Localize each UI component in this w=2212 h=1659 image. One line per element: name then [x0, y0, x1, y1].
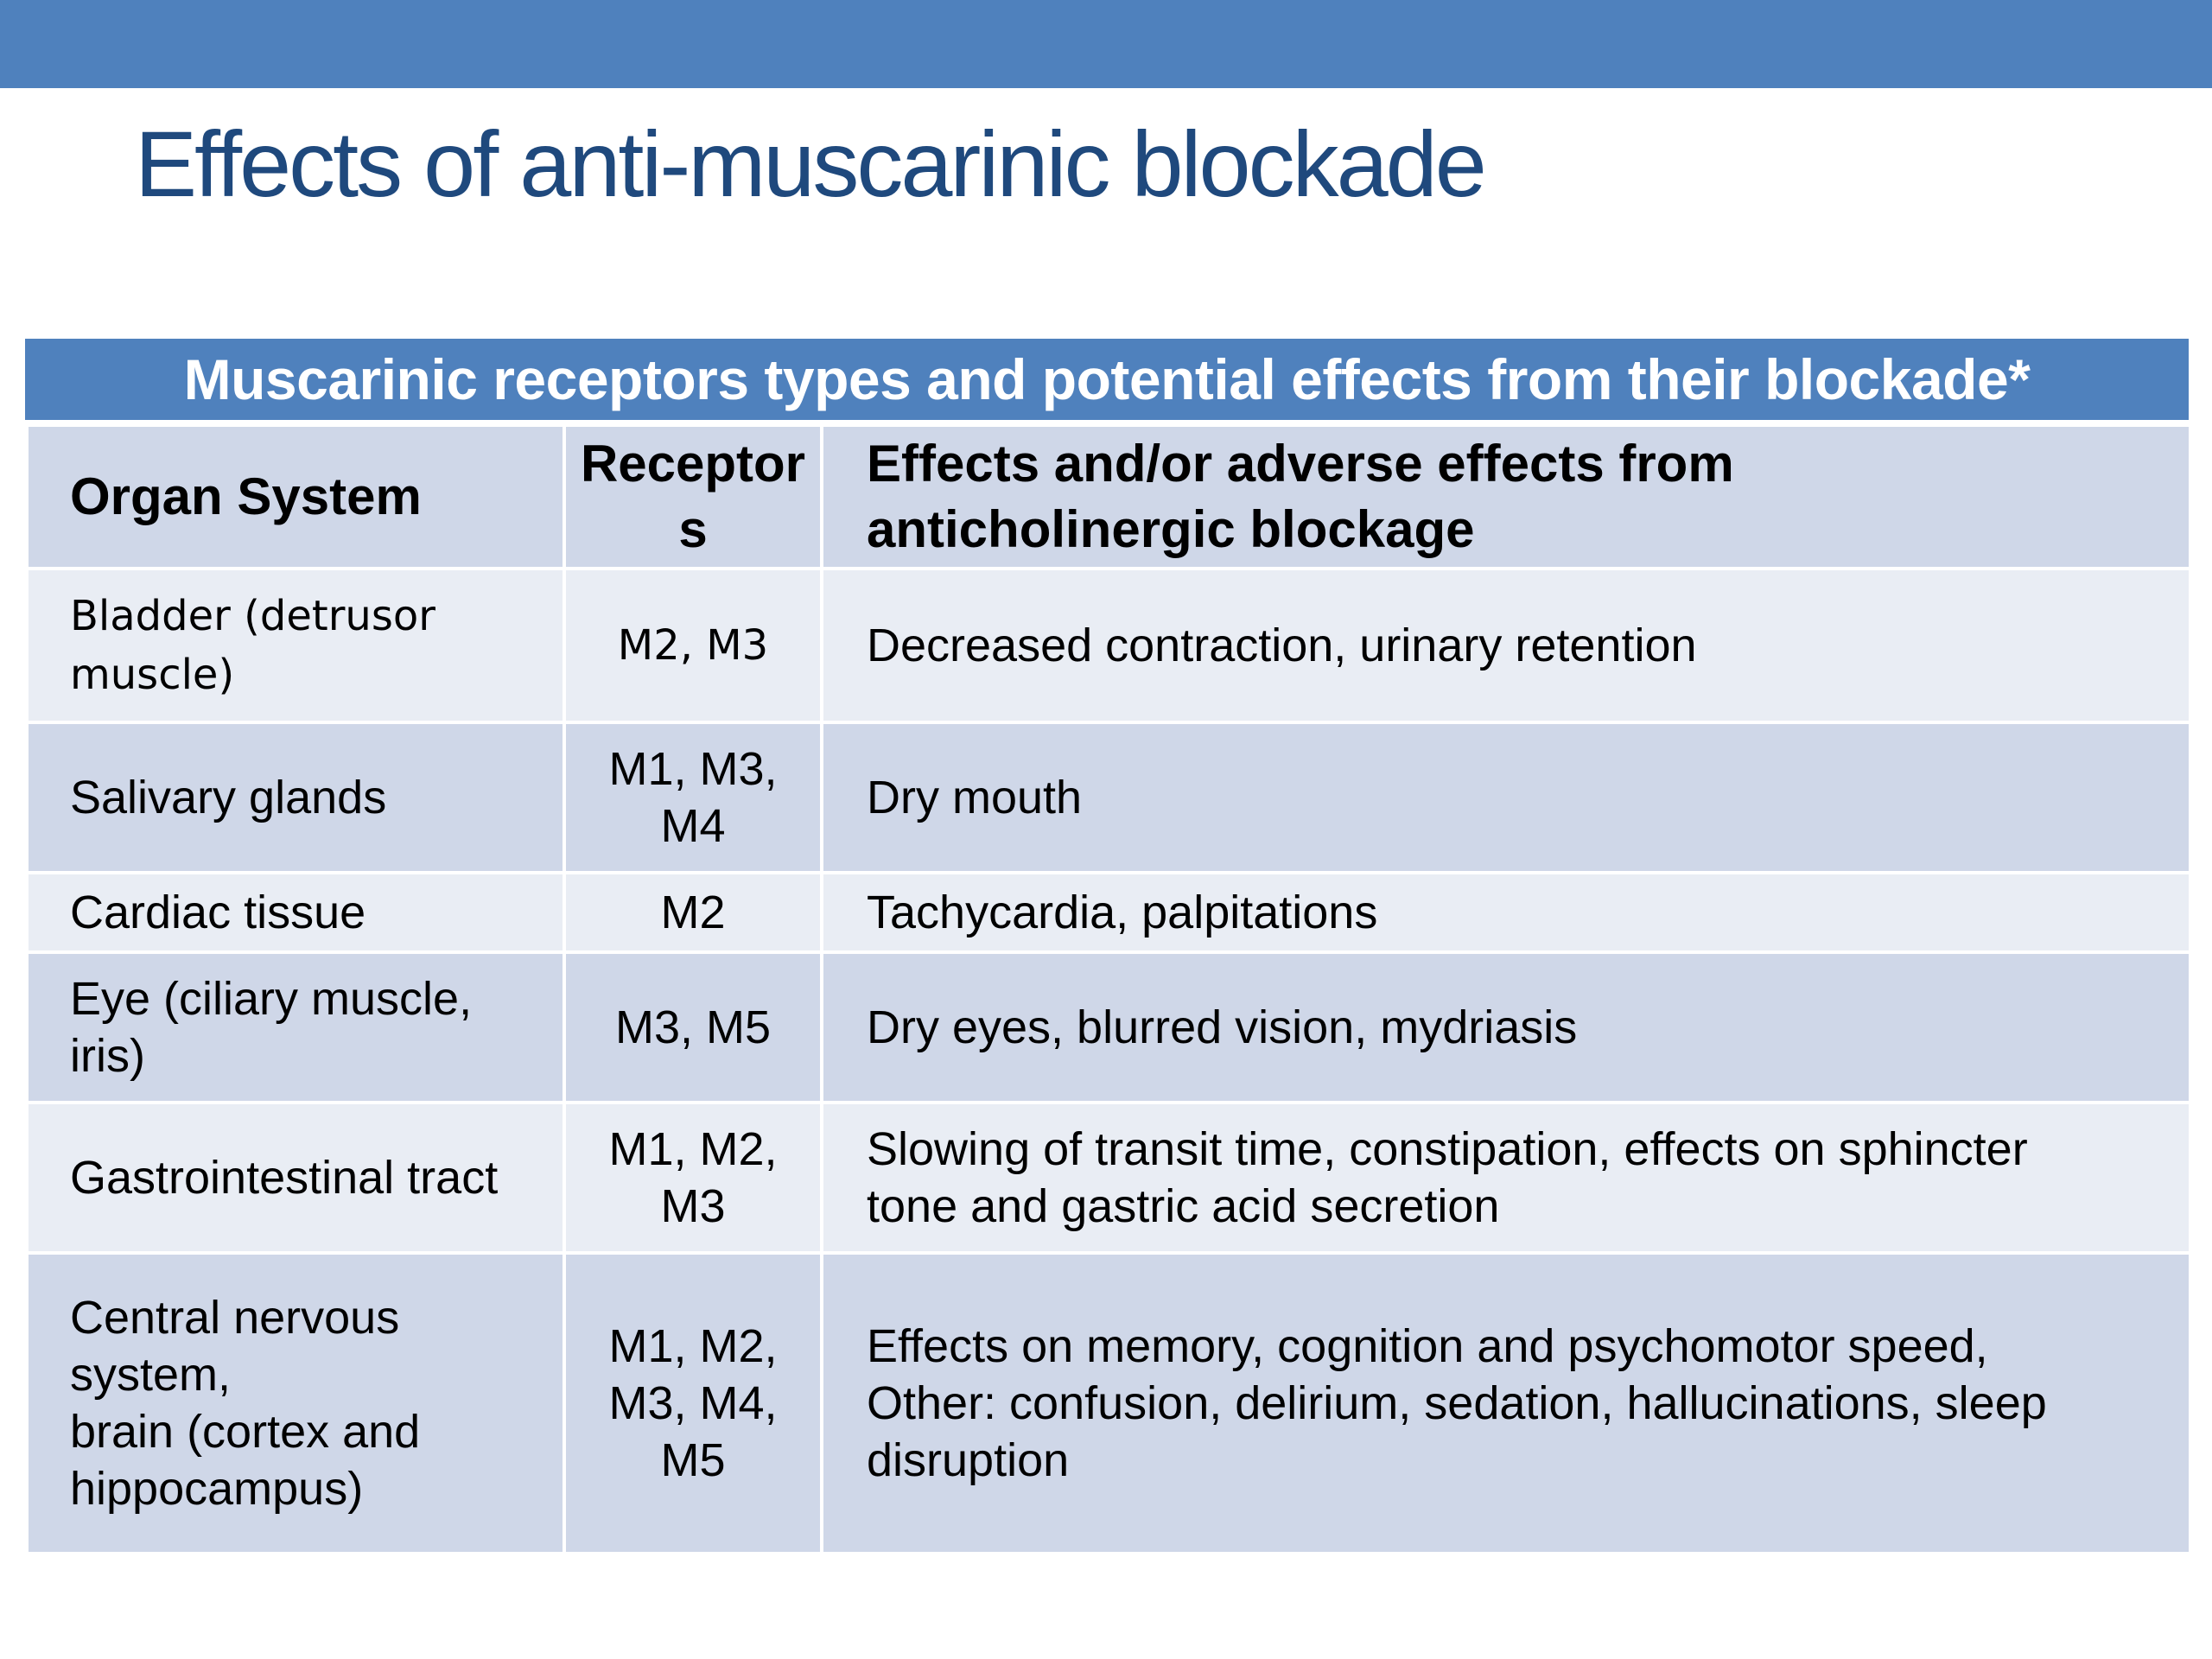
organ-cell: Bladder (detrusor muscle): [27, 569, 564, 722]
organ-cell: Eye (ciliary muscle, iris): [27, 952, 564, 1103]
receptors-cell: M2: [564, 873, 822, 952]
slide-header-bar: [0, 0, 2212, 88]
effects-cell: Decreased contraction, urinary retention: [822, 569, 2190, 722]
receptors-cell: M2, M3: [564, 569, 822, 722]
receptor-effects-table: [25, 339, 2189, 1555]
effects-cell: Effects on memory, cognition and psychomotor speed, Other: confusion, delirium, sedation, hallucinations, sleep disruption: [822, 1253, 2190, 1554]
receptors-cell: M3, M5: [564, 952, 822, 1103]
table-row: [27, 569, 2190, 722]
organ-cell: Central nervous system, brain (cortex and hippocampus): [27, 1253, 564, 1554]
receptors-cell: M1, M2, M3: [564, 1103, 822, 1253]
effects-cell: Dry mouth: [822, 722, 2190, 873]
table-caption: Muscarinic receptors types and potential effects from their blockade*: [25, 339, 2189, 420]
receptors-cell: M1, M3, M4: [564, 722, 822, 873]
header-receptors: Receptor s: [564, 425, 822, 569]
effects-cell: Tachycardia, palpitations: [822, 873, 2190, 952]
organ-cell: Salivary glands: [27, 722, 564, 873]
organ-cell: Cardiac tissue: [27, 873, 564, 952]
table-row: [27, 873, 2190, 952]
table-header-row: [27, 425, 2190, 569]
organ-cell: Gastrointestinal tract: [27, 1103, 564, 1253]
receptors-cell: M1, M2, M3, M4, M5: [564, 1253, 822, 1554]
table-row: [27, 1103, 2190, 1253]
table-row: [27, 722, 2190, 873]
header-effects: Effects and/or adverse effects from anticholinergic blockage: [822, 425, 2190, 569]
table-row: [27, 1253, 2190, 1554]
data-table: [25, 423, 2192, 1555]
header-organ-system: Organ System: [27, 425, 564, 569]
effects-cell: Dry eyes, blurred vision, mydriasis: [822, 952, 2190, 1103]
slide-title: Effects of anti-muscarinic blockade: [135, 111, 1484, 216]
effects-cell: Slowing of transit time, constipation, effects on sphincter tone and gastric acid secretion: [822, 1103, 2190, 1253]
table-row: [27, 952, 2190, 1103]
